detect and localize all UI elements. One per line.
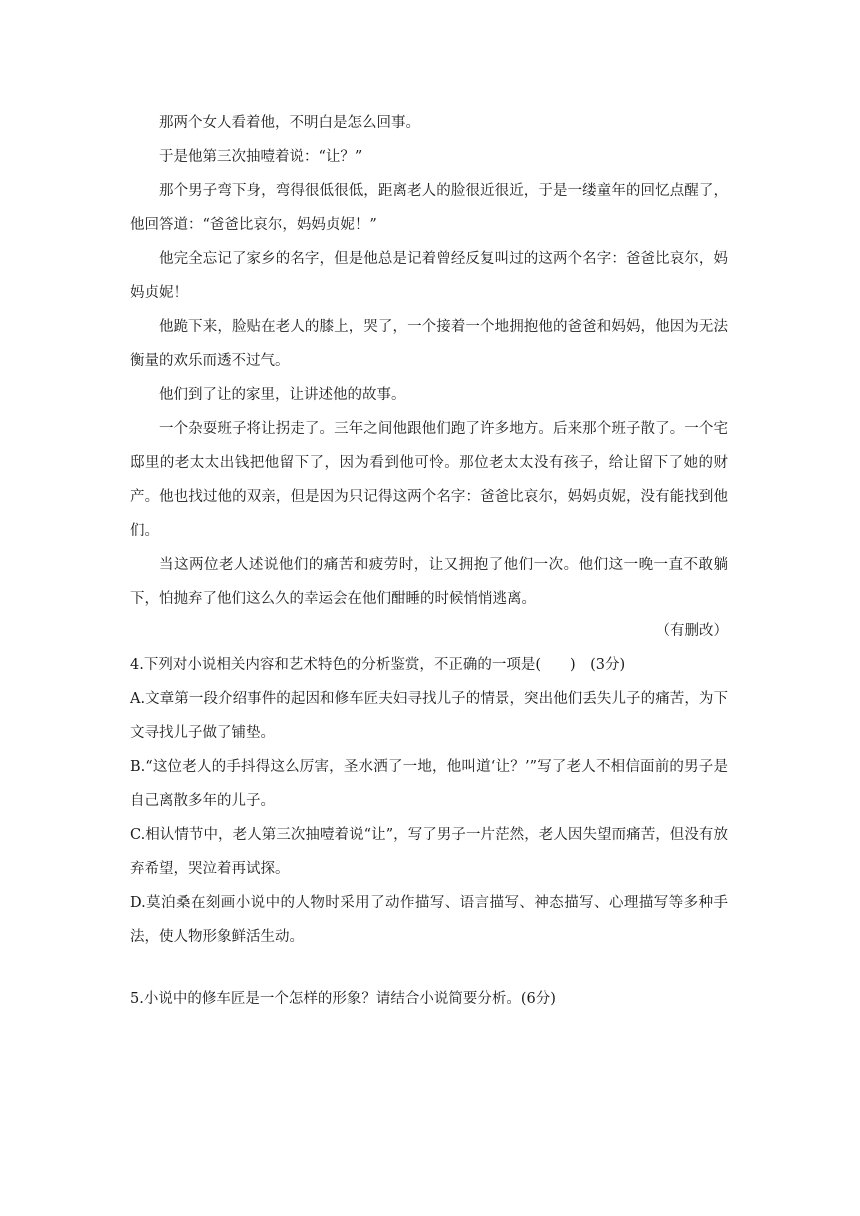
passage-paragraph-4: 他完全忘记了家乡的名字，但是他总是记着曾经反复叫过的这两个名字：爸爸比哀尔，妈妈贞妮！ (130, 251, 728, 301)
source-note: （有删改） (655, 623, 728, 639)
question-4-option-a: A.文章第一段介绍事件的起因和修车匠夫妇寻找儿子的情景，突出他们丢失儿子的痛苦，为下文寻找儿子做了铺垫。 (130, 691, 728, 741)
passage-paragraph-1: 那两个女人看着他，不明白是怎么回事。 (159, 115, 420, 131)
passage-paragraph-7: 一个杂耍班子将让拐走了。三年之间他跟他们跑了许多地方。后来那个班子散了。一个宅邸里的老太太出钱把他留下了，因为看到他可怜。那位老太太没有孩子，给让留下了她的财产。他也找过他的双亲，但是因为只记得这两个名字：爸爸比哀尔，妈妈贞妮，没有能找到他们。 (130, 421, 728, 539)
passage-paragraph-3: 那个男子弯下身，弯得很低很低，距离老人的脸很近很近，于是一缕童年的回忆点醒了，他回答道：“爸爸比哀尔，妈妈贞妮！” (130, 183, 728, 233)
question-4-option-c: C.相认情节中，老人第三次抽噎着说“让”，写了男子一片茫然，老人因失望而痛苦，但没有放弃希望，哭泣着再试探。 (130, 827, 728, 877)
passage-paragraph-8: 当这两位老人述说他们的痛苦和疲劳时，让又拥抱了他们一次。他们这一晚一直不敢躺下，怕抛弃了他们这么久的幸运会在他们酣睡的时候悄悄逃离。 (130, 557, 728, 607)
question-4-stem: 4.下列对小说相关内容和艺术特色的分析鉴赏，不正确的一项是( ) (3分) (130, 657, 626, 673)
passage-paragraph-6: 他们到了让的家里，让讲述他的故事。 (159, 387, 406, 403)
passage-paragraph-5: 他跪下来，脸贴在老人的膝上，哭了，一个接着一个地拥抱他的爸爸和妈妈，他因为无法衡量的欢乐而透不过气。 (130, 319, 728, 369)
question-5-stem: 5.小说中的修车匠是一个怎样的形象？请结合小说简要分析。(6分) (130, 991, 556, 1007)
passage-paragraph-2: 于是他第三次抽噎着说：“让？” (159, 149, 363, 165)
question-4-option-d: D.莫泊桑在刻画小说中的人物时采用了动作描写、语言描写、神态描写、心理描写等多种手法，使人物形象鲜活生动。 (130, 895, 728, 945)
question-4-option-b: B.“这位老人的手抖得这么厉害，圣水洒了一地，他叫道‘让？’”写了老人不相信面前的男子是自己离散多年的儿子。 (130, 759, 728, 809)
